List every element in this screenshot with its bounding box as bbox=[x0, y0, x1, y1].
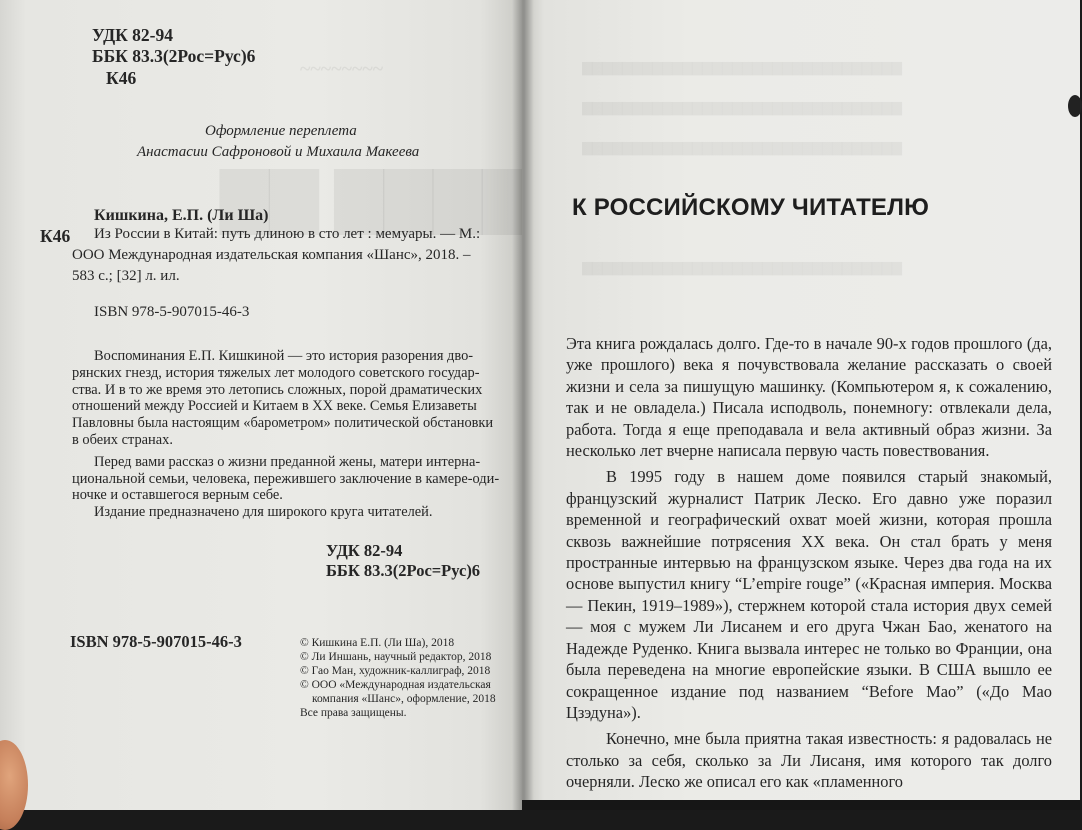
cover-design-label: Оформление переплета bbox=[205, 123, 357, 139]
page-bottom-shadow bbox=[522, 800, 1080, 810]
biblio-title-line: Из России в Китай: путь длиною в сто лет : мемуары. — М.: bbox=[94, 226, 481, 242]
annotation-line: ночке и оставшегося верным себе. bbox=[72, 487, 283, 504]
isbn-middle: ISBN 978-5-907015-46-3 bbox=[94, 304, 250, 320]
show-through-text: ▇▇▇▇▇▇▇▇▇▇▇▇▇▇▇▇▇▇▇▇▇▇▇▇▇▇▇▇▇▇▇▇ bbox=[582, 140, 902, 155]
bbk-code-bottom: ББК 83.3(2Рос=Рус)6 bbox=[326, 561, 481, 580]
show-through-text: ▇▇▇▇▇▇▇▇▇▇▇▇▇▇▇▇▇▇▇▇▇▇▇▇▇▇▇▇▇▇▇▇ bbox=[582, 100, 902, 115]
bbk-code-top: ББК 83.3(2Рос=Рус)6 bbox=[92, 46, 256, 66]
show-through-title: ▇▇ ▇▇▇▇▇ bbox=[220, 162, 581, 233]
annotation-line: Воспоминания Е.П. Кишкиной — это история разорения дво- bbox=[94, 348, 474, 364]
biblio-pages-line: 583 с.; [32] л. ил. bbox=[72, 268, 180, 284]
chapter-body bbox=[566, 333, 1052, 798]
show-through-text: ▇▇▇▇▇▇▇▇▇▇▇▇▇▇▇▇▇▇▇▇▇▇▇▇▇▇▇▇▇▇▇▇ bbox=[582, 60, 902, 75]
rights-reserved: Все права защищены. bbox=[300, 707, 407, 719]
audience-note: Издание предназначено для широкого круга читателей. bbox=[94, 504, 433, 521]
right-page bbox=[522, 0, 1080, 800]
isbn-bottom: ISBN 978-5-907015-46-3 bbox=[70, 632, 242, 651]
copyright-line: © Гао Ман, художник-каллиграф, 2018 bbox=[300, 665, 491, 677]
chapter-title: К РОССИЙСКОМУ ЧИТАТЕЛЮ bbox=[572, 194, 930, 221]
biblio-publisher-line: ООО Международная издательская компания «Шанс», 2018. – bbox=[72, 247, 471, 263]
annotation-line: рянских гнезд, история тяжелых лет молодого советского государ- bbox=[72, 364, 480, 381]
annotation-line: Павловны была настоящим «барометром» политической обстановки bbox=[72, 415, 494, 432]
show-through-text: ▇▇▇▇▇▇▇▇▇▇▇▇▇▇▇▇▇▇▇▇▇▇▇▇▇▇▇▇▇▇▇▇ bbox=[582, 260, 902, 275]
annotation-block bbox=[72, 348, 502, 521]
annotation-line: ства. И в то же время это летопись сложных, порой драматических bbox=[72, 381, 483, 398]
copyright-block bbox=[300, 636, 515, 720]
biblio-author: Кишкина, Е.П. (Ли Ша) bbox=[94, 207, 269, 224]
annotation-line: Перед вами рассказ о жизни преданной жены, матери интерна- bbox=[94, 453, 481, 470]
cover-design-names: Анастасии Сафроновой и Михаила Макеева bbox=[137, 144, 420, 160]
show-through-text: ~~~~~~~~ bbox=[300, 58, 384, 80]
paragraph: Конечно, мне была приятна такая известность: я радовалась не столько за себя, сколько за Ли Лисаня, имя которого так долго очерняли. Леско же описал его как «пламенного bbox=[566, 729, 1052, 792]
copyright-line: © Кишкина Е.П. (Ли Ша), 2018 bbox=[300, 637, 455, 649]
paragraph: Эта книга рождалась долго. Где-то в начале 90-х годов прошлого (да, уже прошлого) века я почувствовала желание рассказать о своей жизни и села за пишущую машинку. (Компьютером я, к сожалению, так и не овладела.) Писала исподволь, понемногу: отвлекали дела, работа. Тогда я еще преподавала и вела активный образ жизни. За несколько лет вчерне написала первую часть повествования. bbox=[566, 334, 1052, 461]
annotation-line: отношений между Россией и Китаем в XX веке. Семья Елизаветы bbox=[72, 398, 477, 415]
book-gutter bbox=[512, 0, 534, 810]
copyright-line: © ООО «Международная издательская bbox=[300, 679, 491, 691]
paragraph: В 1995 году в нашем доме появился старый знакомый, французский журналист Патрик Леско. Его давно уже поразил временной и географический охват моей жизни, которая прошла сквозь важнейшие потрясения XX века. Он стал брать у меня пространные интервью на французском языке. Через два года на их основе выпустил книгу “L’empire rouge” («Красная империя. Москва — Пекин, 1919–1989»), стержнем которой стала история двух семей — моя с мужем Ли Лисанем и его друга Чжан Бао, женатого на Надежде Руденко. Книга вызвала интерес не только во Франции, она была переведена на многие европейские языки. В США вышло ее сокращенное издание под названием “Before Mao” («До Мао Цзэдуна»). bbox=[566, 467, 1052, 722]
udk-code-top: УДК 82-94 bbox=[92, 25, 174, 45]
author-mark-top: К46 bbox=[106, 68, 137, 88]
annotation-line: в обеих странах. bbox=[72, 431, 173, 448]
thumb bbox=[0, 740, 28, 830]
copyright-line: © Ли Иншань, научный редактор, 2018 bbox=[300, 651, 492, 663]
author-mark-side: К46 bbox=[40, 226, 71, 246]
udk-code-bottom: УДК 82-94 bbox=[326, 541, 403, 560]
page-edge-marker bbox=[1068, 95, 1082, 117]
copyright-line: компания «Шанс», оформление, 2018 bbox=[312, 693, 496, 705]
annotation-line: циональной семьи, человека, пережившего заключение в камере-оди- bbox=[72, 470, 500, 487]
